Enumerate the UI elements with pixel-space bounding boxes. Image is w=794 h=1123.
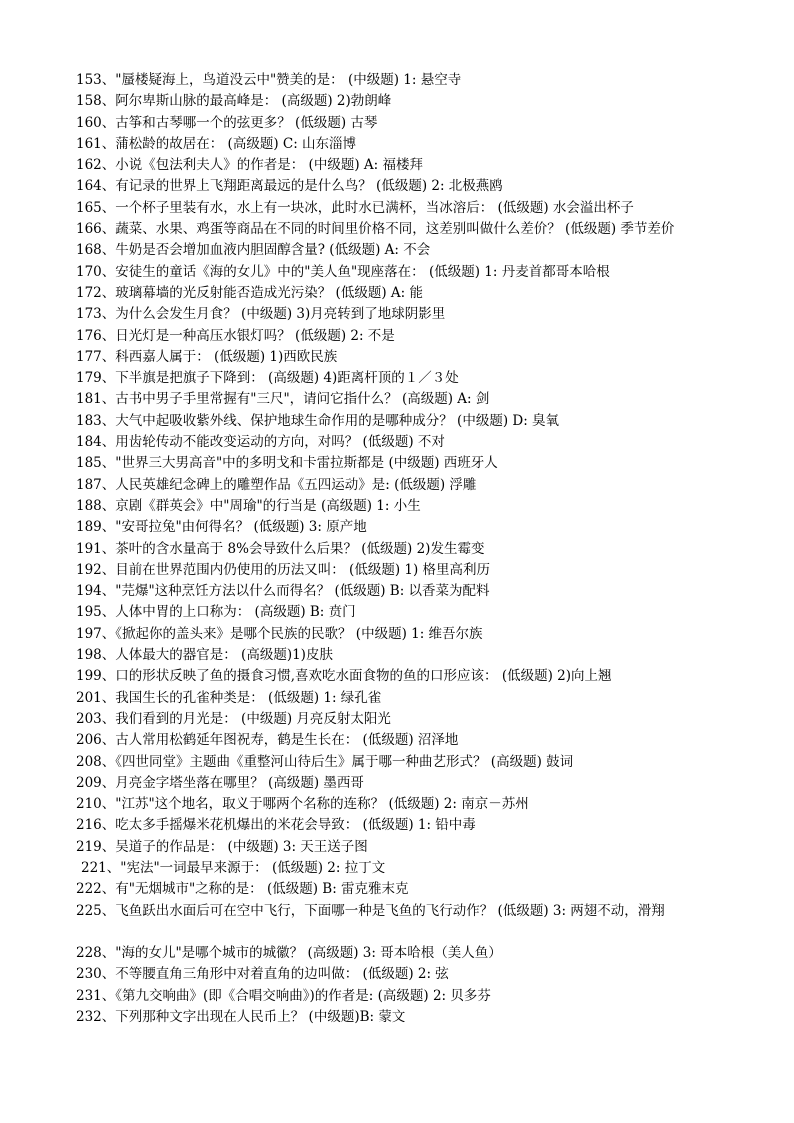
- list-item: 184、用齿轮传动不能改变运动的方向，对吗？ (低级题) 不对: [76, 434, 445, 451]
- list-item: 166、蔬菜、水果、鸡蛋等商品在不同的时间里价格不同，这差别叫做什么差价？ (低级题) 季节差价: [76, 221, 675, 238]
- list-item: 185、"世界三大男高音"中的多明戈和卡雷拉斯都是 (中级题) 西班牙人: [76, 455, 498, 472]
- list-item: 209、月亮金字塔坐落在哪里？ (高级题) 墨西哥: [76, 774, 364, 791]
- list-item: 189、"安哥拉兔"由何得名？ (低级题) 3: 原产地: [76, 519, 367, 536]
- list-item: 172、玻璃幕墙的光反射能否造成光污染？ (低级题) A: 能: [76, 284, 423, 301]
- list-item: 177、科西嘉人属于： (低级题) 1)西欧民族: [76, 348, 338, 365]
- list-item: 187、人民英雄纪念碑上的雕塑作品《五四运动》是: (低级题) 浮雕: [76, 476, 477, 493]
- list-item: 210、"江苏"这个地名，取义于哪两个名称的连称？ (低级题) 2: 南京－苏州: [76, 796, 529, 813]
- list-item: 162、小说《包法利夫人》的作者是： (中级题) A: 福楼拜: [76, 157, 423, 174]
- list-item: 158、阿尔卑斯山脉的最高峰是： (高级题) 2)勃朗峰: [76, 93, 392, 110]
- list-item: 228、"海的女儿"是哪个城市的城徽？ (高级题) 3: 哥本哈根（美人鱼）: [76, 945, 502, 962]
- list-item: 232、下列那种文字出现在人民币上？ (中级题)B: 蒙文: [76, 1009, 406, 1026]
- list-item: 173、为什么会发生月食？ (中级题) 3)月亮转到了地球阴影里: [76, 306, 446, 323]
- list-item: 194、"芫爆"这种烹饪方法以什么而得名？ (低级题) B: 以香菜为配料: [76, 583, 490, 600]
- question-list: [45, 70, 765, 1028]
- list-item: 188、京剧《群英会》中"周瑜"的行当是 (高级题) 1: 小生: [76, 497, 421, 514]
- list-item: 225、飞鱼跃出水面后可在空中飞行，下面哪一种是飞鱼的飞行动作？ (低级题) 3: 两翅不动，滑翔: [76, 902, 665, 919]
- list-item: 195、人体中胃的上口称为： (高级题) B: 贲门: [76, 604, 356, 621]
- list-item: 201、我国生长的孔雀种类是： (低级题) 1: 绿孔雀: [76, 689, 382, 706]
- list-item: 219、吴道子的作品是： (中级题) 3: 天王送子图: [76, 838, 368, 855]
- list-item: 199、口的形状反映了鱼的摄食习惯,喜欢吃水面食物的鱼的口形应该： (低级题) 2)向上翘: [76, 668, 612, 685]
- list-item: 168、牛奶是否会增加血液内胆固醇含量? (低级题) A: 不会: [76, 242, 431, 259]
- list-item: 231、《第九交响曲》(即《合唱交响曲》)的作者是: (高级题) 2: 贝多芬: [76, 987, 491, 1004]
- list-item: 206、古人常用松鹤延年图祝寿，鹤是生长在： (低级题) 沼泽地: [76, 732, 459, 749]
- list-item: 164、有记录的世界上飞翔距离最远的是什么鸟？ (低级题) 2: 北极燕鸥: [76, 178, 503, 195]
- list-item: 203、我们看到的月光是： (中级题) 月亮反射太阳光: [76, 710, 391, 727]
- list-item: 198、人体最大的器官是： (高级题)1)皮肤: [76, 647, 333, 664]
- list-item: 183、大气中起吸收紫外线、保护地球生命作用的是哪种成分？ (中级题) D: 臭氧: [76, 412, 560, 429]
- list-item: 161、蒲松龄的故居在： (高级题) C: 山东淄博: [76, 135, 357, 152]
- list-item: 160、古筝和古琴哪一个的弦更多？ (低级题) 古琴: [76, 114, 378, 131]
- list-item: 176、日光灯是一种高压水银灯吗？ (低级题) 2: 不是: [76, 327, 395, 344]
- list-item: 197、《掀起你的盖头来》是哪个民族的民歌？ (中级题) 1: 维吾尔族: [76, 625, 483, 642]
- list-item: 181、古书中男子手里常握有"三尺"，请问它指什么？ (高级题) A: 剑: [76, 391, 490, 408]
- list-item: 191、茶叶的含水量高于 8%会导致什么后果？ (低级题) 2)发生霉变: [76, 540, 485, 557]
- list-item: 170、安徒生的童话《海的女儿》中的"美人鱼"现座落在： (低级题) 1: 丹麦首都哥本哈根: [76, 263, 610, 280]
- blank-line: [45, 922, 765, 943]
- list-item: 165、一个杯子里装有水，水上有一块冰，此时水已满杯，当冰溶后： (低级题) 水会溢出杯子: [76, 199, 634, 216]
- list-item: 208、《四世同堂》主题曲《重整河山待后生》属于哪一种曲艺形式？ (高级题) 鼓词: [76, 753, 574, 770]
- list-item: 192、目前在世界范围内仍使用的历法又叫： (低级题) 1) 格里高利历: [76, 561, 491, 578]
- list-item: 216、吃太多手摇爆米花机爆出的米花会导致： (低级题) 1: 铅中毒: [76, 817, 476, 834]
- list-item: 230、不等腰直角三角形中对着直角的边叫做： (低级题) 2: 弦: [76, 966, 449, 983]
- list-item: 222、有"无烟城市"之称的是： (低级题) B: 雷克雅末克: [76, 881, 409, 898]
- list-item: 179、下半旗是把旗子下降到： (高级题) 4)距离杆顶的１／３处: [76, 370, 459, 387]
- list-item: 221、"宪法"一词最早来源于： (低级题) 2: 拉丁文: [81, 859, 386, 876]
- list-item: 153、"蜃楼疑海上，鸟道没云中"赞美的是： (中级题) 1: 悬空寺: [76, 72, 462, 88]
